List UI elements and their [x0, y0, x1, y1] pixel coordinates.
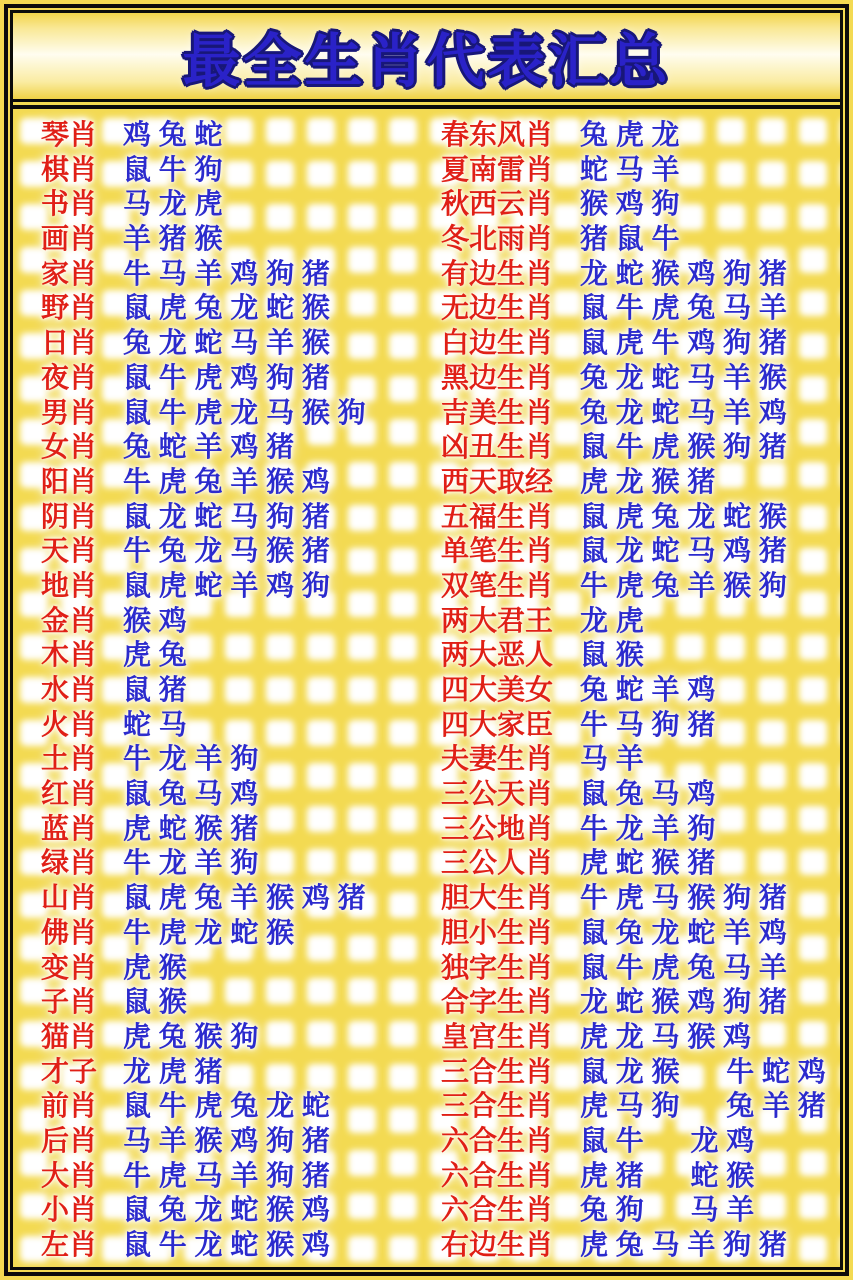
row-label: 两大恶人 — [441, 639, 554, 671]
row-values: 鼠 猴 — [123, 986, 187, 1018]
row-values: 牛 虎 龙 蛇 猴 — [123, 916, 295, 948]
zodiac-row — [41, 1092, 435, 1120]
zodiac-row — [41, 329, 435, 357]
row-values: 鼠 牛 龙 鸡 — [580, 1124, 755, 1156]
column-right — [441, 121, 840, 1259]
zodiac-row — [441, 641, 840, 669]
row-label: 山肖 — [41, 882, 98, 914]
zodiac-row — [41, 537, 435, 565]
row-values: 鼠 猴 — [580, 639, 644, 671]
row-label: 红肖 — [41, 778, 98, 810]
row-values: 鼠 虎 兔 龙 蛇 猴 — [580, 500, 787, 532]
row-values: 鼠 牛 龙 蛇 猴 鸡 — [123, 1229, 330, 1260]
row-label: 白边生肖 — [441, 327, 554, 359]
row-label: 才子 — [41, 1055, 98, 1087]
zodiac-row — [441, 988, 840, 1016]
row-values: 虎 蛇 猴 猪 — [123, 812, 259, 844]
row-label: 画肖 — [41, 223, 98, 255]
row-label: 女肖 — [41, 431, 98, 463]
row-values: 牛 兔 龙 马 猴 猪 — [123, 535, 330, 567]
zodiac-row — [41, 1124, 435, 1156]
zodiac-row — [441, 1020, 840, 1052]
row-label: 六合生肖 — [441, 1159, 554, 1191]
row-label: 棋肖 — [41, 153, 98, 185]
zodiac-row — [441, 916, 840, 948]
row-label: 天肖 — [41, 535, 98, 567]
zodiac-row — [41, 780, 435, 808]
row-label: 阴肖 — [41, 500, 98, 532]
zodiac-row — [441, 745, 840, 773]
row-label: 火肖 — [41, 708, 98, 740]
row-label: 胆小生肖 — [441, 916, 554, 948]
zodiac-row — [441, 1196, 840, 1224]
row-label: 木肖 — [41, 639, 98, 671]
row-label: 春东风肖 — [441, 119, 554, 150]
row-values: 牛 虎 兔 羊 猴 狗 — [580, 569, 787, 601]
zodiac-row — [441, 396, 840, 428]
row-values: 牛 虎 马 猴 狗 猪 — [580, 882, 787, 914]
zodiac-row — [441, 329, 840, 357]
row-values: 牛 虎 马 羊 狗 猪 — [123, 1159, 330, 1191]
zodiac-row — [41, 361, 435, 393]
zodiac-row — [41, 708, 435, 740]
row-label: 无边生肖 — [441, 292, 554, 324]
row-values: 牛 龙 羊 狗 — [123, 847, 259, 879]
zodiac-row — [441, 604, 840, 636]
zodiac-row — [41, 1055, 435, 1087]
row-values: 兔 龙 蛇 马 羊 鸡 — [580, 396, 787, 428]
row-values: 虎 猴 — [123, 951, 187, 983]
row-values: 牛 马 狗 猪 — [580, 708, 716, 740]
column-left — [41, 121, 435, 1259]
zodiac-row — [41, 1231, 435, 1259]
row-label: 皇宫生肖 — [441, 1020, 554, 1052]
row-values: 龙 虎 — [580, 604, 644, 636]
row-values: 鼠 虎 蛇 羊 鸡 狗 — [123, 569, 330, 601]
zodiac-row — [441, 812, 840, 844]
row-values: 马 羊 猴 鸡 狗 猪 — [123, 1124, 330, 1156]
row-values: 兔 龙 蛇 马 羊 猴 — [580, 361, 787, 393]
row-label: 土肖 — [41, 743, 98, 775]
zodiac-row — [41, 916, 435, 948]
row-values: 鼠 龙 蛇 马 鸡 猪 — [580, 535, 787, 567]
row-label: 变肖 — [41, 951, 98, 983]
row-label: 四大家臣 — [441, 708, 554, 740]
row-label: 冬北雨肖 — [441, 223, 554, 255]
row-label: 小肖 — [41, 1194, 98, 1226]
zodiac-row — [41, 988, 435, 1016]
row-values: 虎 龙 马 猴 鸡 — [580, 1020, 752, 1052]
row-values: 虎 蛇 猴 猪 — [580, 847, 716, 879]
zodiac-row — [41, 465, 435, 497]
row-values: 虎 兔 猴 狗 — [123, 1020, 259, 1052]
row-values: 虎 龙 猴 猪 — [580, 465, 716, 497]
row-values: 龙 蛇 猴 鸡 狗 猪 — [580, 257, 787, 289]
row-label: 野肖 — [41, 292, 98, 324]
row-label: 右边生肖 — [441, 1229, 554, 1260]
zodiac-row — [441, 433, 840, 461]
row-values: 鼠 龙 蛇 马 狗 猪 — [123, 500, 330, 532]
row-label: 胆大生肖 — [441, 882, 554, 914]
zodiac-row — [441, 1124, 840, 1156]
zodiac-row — [41, 257, 435, 289]
row-values: 鼠 兔 龙 蛇 羊 鸡 — [580, 916, 787, 948]
row-label: 六合生肖 — [441, 1194, 554, 1226]
row-values: 马 羊 — [580, 743, 644, 775]
row-label: 家肖 — [41, 257, 98, 289]
row-label: 阳肖 — [41, 465, 98, 497]
row-label: 猫肖 — [41, 1020, 98, 1052]
row-label: 三合生肖 — [441, 1055, 554, 1087]
row-label: 绿肖 — [41, 847, 98, 879]
row-values: 鼠 牛 虎 兔 龙 蛇 — [123, 1090, 330, 1122]
zodiac-row — [441, 1092, 840, 1120]
row-label: 单笔生肖 — [441, 535, 554, 567]
row-values: 兔 狗 马 羊 — [580, 1194, 755, 1226]
row-label: 夜肖 — [41, 361, 98, 393]
row-values: 鼠 牛 虎 兔 马 羊 — [580, 951, 787, 983]
row-values: 虎 猪 蛇 猴 — [580, 1159, 755, 1191]
row-values: 鼠 虎 兔 羊 猴 鸡 猪 — [123, 882, 366, 914]
zodiac-row — [441, 500, 840, 532]
row-label: 凶丑生肖 — [441, 431, 554, 463]
zodiac-row — [441, 121, 840, 149]
zodiac-row — [41, 812, 435, 844]
row-values: 牛 龙 羊 狗 — [123, 743, 259, 775]
row-values: 兔 龙 蛇 马 羊 猴 — [123, 327, 330, 359]
zodiac-row — [41, 1196, 435, 1224]
row-label: 夫妻生肖 — [441, 743, 554, 775]
zodiac-row — [41, 884, 435, 912]
row-label: 独字生肖 — [441, 951, 554, 983]
zodiac-row — [441, 294, 840, 322]
row-label: 吉美生肖 — [441, 396, 554, 428]
row-values: 鼠 虎 牛 鸡 狗 猪 — [580, 327, 787, 359]
zodiac-row — [441, 951, 840, 983]
row-values: 猪 鼠 牛 — [580, 223, 680, 255]
row-label: 日肖 — [41, 327, 98, 359]
row-values: 鼠 牛 虎 龙 马 猴 狗 — [123, 396, 366, 428]
zodiac-row — [41, 569, 435, 601]
row-values: 鼠 兔 马 鸡 — [123, 778, 259, 810]
row-values: 鼠 兔 马 鸡 — [580, 778, 716, 810]
zodiac-row — [441, 780, 840, 808]
row-label: 六合生肖 — [441, 1124, 554, 1156]
row-values: 马 龙 虎 — [123, 188, 223, 220]
row-label: 三公地肖 — [441, 812, 554, 844]
row-label: 书肖 — [41, 188, 98, 220]
zodiac-row — [441, 225, 840, 253]
outer-frame — [4, 4, 849, 1276]
title-divider — [13, 102, 840, 109]
row-label: 四大美女 — [441, 674, 554, 705]
row-label: 秋西云肖 — [441, 188, 554, 220]
inner-frame — [10, 10, 843, 1270]
row-values: 龙 虎 猪 — [123, 1055, 223, 1087]
row-values: 虎 马 狗 兔 羊 猪 — [580, 1090, 826, 1122]
row-label: 金肖 — [41, 604, 98, 636]
zodiac-row — [441, 884, 840, 912]
poster-body — [13, 109, 840, 1267]
zodiac-row — [441, 1159, 840, 1191]
zodiac-row — [441, 849, 840, 877]
row-label: 三公人肖 — [441, 847, 554, 879]
row-values: 鼠 兔 龙 蛇 猴 鸡 — [123, 1194, 330, 1226]
zodiac-row — [41, 745, 435, 773]
row-label: 后肖 — [41, 1124, 98, 1156]
zodiac-row — [441, 190, 840, 218]
row-values: 龙 蛇 猴 鸡 狗 猪 — [580, 986, 787, 1018]
row-values: 兔 虎 龙 — [580, 119, 680, 150]
zodiac-row — [441, 676, 840, 704]
row-values: 鸡 兔 蛇 — [123, 119, 223, 150]
row-values: 鼠 虎 兔 龙 蛇 猴 — [123, 292, 330, 324]
row-values: 牛 龙 羊 狗 — [580, 812, 716, 844]
zodiac-row — [41, 849, 435, 877]
row-label: 大肖 — [41, 1159, 98, 1191]
zodiac-row — [441, 361, 840, 393]
zodiac-row — [441, 537, 840, 565]
page-title: 最全生肖代表汇总 — [182, 29, 671, 94]
row-values: 鼠 牛 虎 猴 狗 猪 — [580, 431, 787, 463]
row-label: 蓝肖 — [41, 812, 98, 844]
row-label: 地肖 — [41, 569, 98, 601]
zodiac-row — [441, 153, 840, 185]
zodiac-row — [41, 153, 435, 185]
row-values: 兔 蛇 羊 鸡 猪 — [123, 431, 295, 463]
row-values: 猴 鸡 — [123, 604, 187, 636]
row-label: 前肖 — [41, 1090, 98, 1122]
row-values: 鼠 牛 虎 鸡 狗 猪 — [123, 361, 330, 393]
zodiac-row — [41, 396, 435, 428]
zodiac-row — [41, 433, 435, 461]
row-values: 羊 猪 猴 — [123, 223, 223, 255]
zodiac-row — [41, 676, 435, 704]
zodiac-row — [41, 294, 435, 322]
zodiac-row — [41, 951, 435, 983]
row-values: 牛 马 羊 鸡 狗 猪 — [123, 257, 330, 289]
zodiac-row — [441, 708, 840, 740]
row-values: 蛇 马 — [123, 708, 187, 740]
row-label: 五福生肖 — [441, 500, 554, 532]
row-values: 虎 兔 马 羊 狗 猪 — [580, 1229, 787, 1260]
row-values: 蛇 马 羊 — [580, 153, 680, 185]
row-label: 西天取经 — [441, 465, 554, 497]
row-label: 水肖 — [41, 674, 98, 705]
zodiac-row — [441, 569, 840, 601]
row-values: 鼠 牛 虎 兔 马 羊 — [580, 292, 787, 324]
row-values: 虎 兔 — [123, 639, 187, 671]
row-label: 佛肖 — [41, 916, 98, 948]
zodiac-row — [41, 604, 435, 636]
zodiac-row — [41, 500, 435, 532]
row-label: 琴肖 — [41, 119, 98, 150]
zodiac-row — [441, 257, 840, 289]
row-label: 三合生肖 — [441, 1090, 554, 1122]
zodiac-row — [41, 225, 435, 253]
row-label: 两大君王 — [441, 604, 554, 636]
zodiac-row — [41, 190, 435, 218]
zodiac-row — [41, 641, 435, 669]
zodiac-row — [441, 1055, 840, 1087]
row-label: 合字生肖 — [441, 986, 554, 1018]
row-label: 夏南雷肖 — [441, 153, 554, 185]
row-label: 双笔生肖 — [441, 569, 554, 601]
row-values: 鼠 牛 狗 — [123, 153, 223, 185]
row-label: 三公天肖 — [441, 778, 554, 810]
zodiac-row — [41, 1159, 435, 1191]
row-label: 有边生肖 — [441, 257, 554, 289]
row-values: 猴 鸡 狗 — [580, 188, 680, 220]
zodiac-row — [441, 465, 840, 497]
row-values: 鼠 龙 猴 牛 蛇 鸡 — [580, 1055, 826, 1087]
title-band — [13, 13, 840, 102]
row-values: 牛 虎 兔 羊 猴 鸡 — [123, 465, 330, 497]
zodiac-row — [441, 1231, 840, 1259]
row-label: 子肖 — [41, 986, 98, 1018]
row-label: 左肖 — [41, 1229, 98, 1260]
row-values: 鼠 猪 — [123, 674, 187, 705]
zodiac-row — [41, 1020, 435, 1052]
row-label: 男肖 — [41, 396, 98, 428]
row-values: 兔 蛇 羊 鸡 — [580, 674, 716, 705]
zodiac-row — [41, 121, 435, 149]
row-label: 黑边生肖 — [441, 361, 554, 393]
